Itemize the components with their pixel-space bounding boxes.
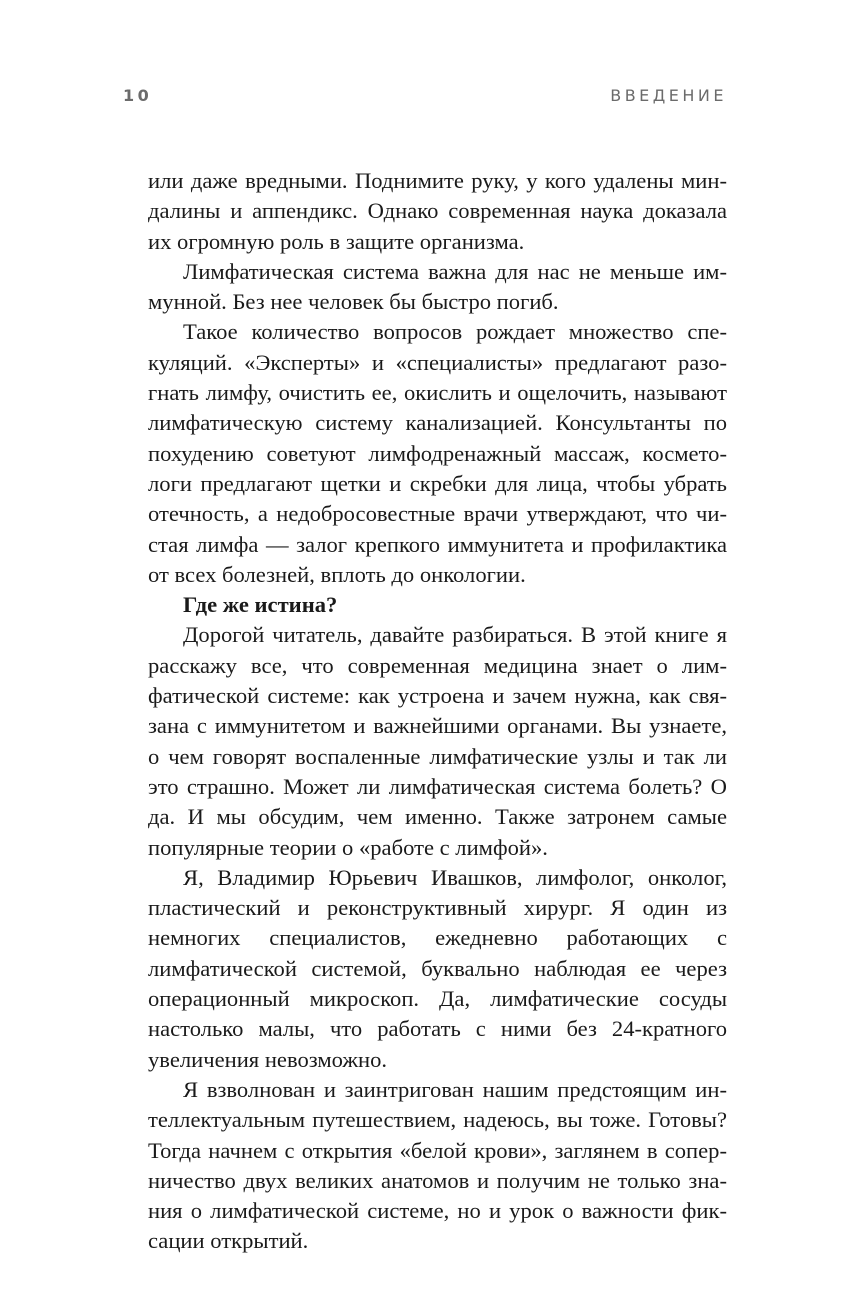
section-title: ВВЕДЕНИЕ (610, 86, 727, 105)
running-header (123, 86, 727, 108)
subheading-where-is-truth: Где же истина? (183, 592, 338, 618)
page-number: 10 (123, 86, 153, 105)
paragraph-speculations: Такое количество вопросов рождает множество спекуляций. «Эксперты» и «специалисты» предлагают разогнать лимфу, очистить ее, окислить и ощелочить, называют лимфатическую систему канализацией. Консультанты по похудению советуют лимфодренажный массаж, косметологи предлагают щетки и скребки для лица, чтобы убрать отечность, а недобросовестные врачи утверждают, что чистая лимфа — залог крепкого иммунитета и профилактика от всех болезней, вплоть до онкологии. (148, 319, 727, 587)
paragraph-author-intro: Я, Владимир Юрьевич Ивашков, лимфолог, онколог, пластический и реконструктивный хирург. Я один из немногих специалистов, ежедневно работающих с лимфатической системой, буквально наблюдая ее через операционный микроскоп. Да, лимфатические сосуды настолько малы, что работать с ними без 24-кратного увеличения невозможно. (148, 864, 727, 1072)
body-text (148, 166, 727, 1257)
paragraph-lymph-importance: Лимфатическая система важна для нас не меньше иммунной. Без нее человек бы быстро погиб. (148, 258, 727, 315)
paragraph-continuation: или даже вредными. Поднимите руку, у кого удалены миндалины и аппендикс. Однако современная наука доказала их огромную роль в защите организма. (148, 168, 727, 254)
paragraph-journey: Я взволнован и заинтригован нашим предстоящим интеллектуальным путешествием, надеюсь, вы тоже. Готовы? Тогда начнем с открытия «белой крови», заглянем в соперничество двух великих анатомов и получим не только знания о лимфатической системе, но и урок о важности фиксации открытий. (148, 1076, 727, 1254)
paragraph-dear-reader: Дорогой читатель, давайте разбираться. В этой книге я расскажу все, что современная медицина знает о лимфатической системе: как устроена и зачем нужна, как связана с иммунитетом и важнейшими органами. Вы узнаете, о чем говорят воспаленные лимфатические узлы и так ли это страшно. Может ли лимфатическая система болеть? О да. И мы обсудим, чем именно. Также затронем самые популярные теории о «работе с лимфой». (148, 622, 727, 860)
